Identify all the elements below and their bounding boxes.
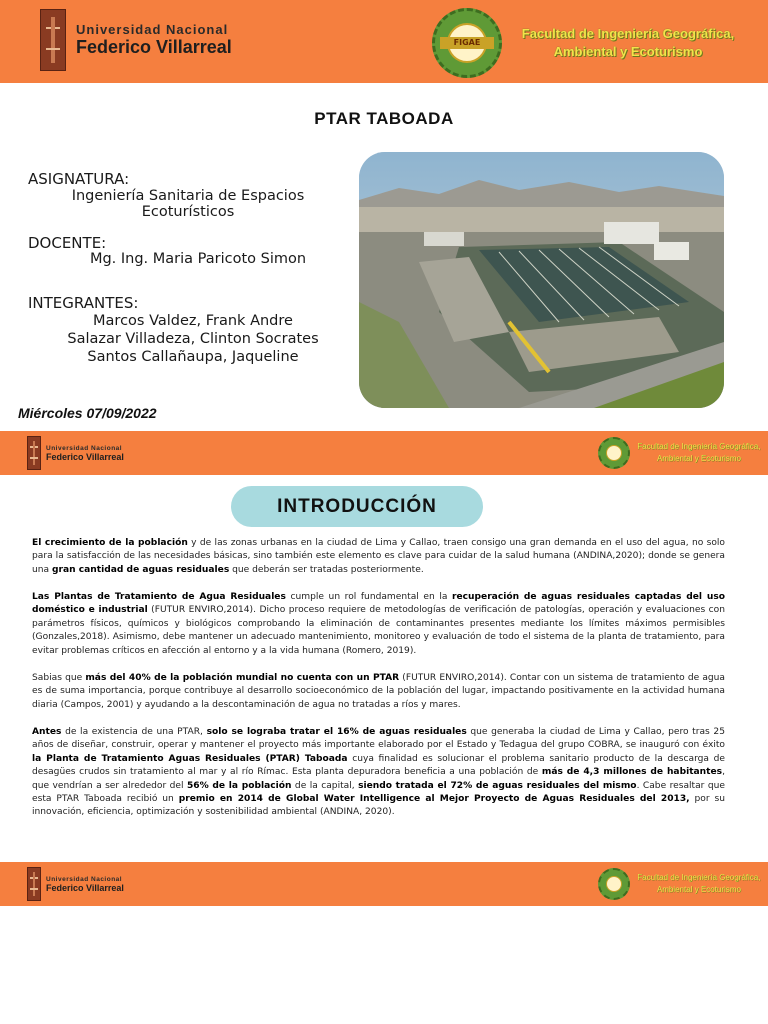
paragraph-bold-text: solo se lograba tratar el 16% de aguas residuales [206, 727, 467, 737]
paragraph-3 [32, 672, 725, 712]
paragraph-bold-text: la Planta de Tratamiento Aguas Residuales (PTAR) Taboada [32, 753, 348, 764]
page-title: PTAR TABOADA [314, 109, 454, 128]
intro-heading: INTRODUCCIÓN [231, 486, 483, 527]
university-logo-small [27, 867, 124, 901]
faculty-logo [432, 8, 748, 78]
paragraph-text: Sabias que [32, 673, 86, 683]
university-name-line2-small: Federico Villarreal [46, 882, 124, 893]
university-logo [40, 9, 232, 71]
top-header [0, 0, 768, 83]
university-crest-icon [40, 9, 66, 71]
paragraph-text: de la capital, [291, 780, 359, 791]
paragraph-text: que generaba la ciudad de Lima y Callao, pero tras 25 años de diseñar, construir, operar y mantener el proyecto más importante elaborado por el Estado y Tedagua del grupo COBRA, se inauguró con éxito [32, 727, 725, 751]
university-logo-small [27, 436, 124, 470]
section-band-top [0, 431, 768, 475]
docente-name: Mg. Ing. Maria Paricoto Simon [89, 251, 307, 267]
university-name-line1-small: Universidad Nacional [46, 875, 123, 883]
paragraph-bold-text: gran cantidad de aguas residuales [52, 564, 230, 575]
paragraph-2 [32, 591, 725, 658]
paragraph-text: que deberán ser tratadas posteriormente. [229, 564, 424, 575]
faculty-name-line1: Facultad de Ingeniería Geográfica, [521, 26, 735, 41]
faculty-gear-icon [598, 437, 630, 469]
presentation-date: Miércoles 07/09/2022 [18, 405, 157, 421]
paragraph-text: (FUTUR ENVIRO,2014). Contar con un sistema de tratamiento de agua es de suma importancia, porque contribuye al desarrollo socioeconómico de la población del lugar, impactando positivamente en la actividad humana diaria (Campos, 2001) y ayudando a la descontaminación de agua no tratadas a ríos y mares. [32, 673, 725, 710]
paragraph-text: de la existencia de una PTAR, [61, 727, 207, 737]
paragraph-bold-text: premio en 2014 de Global Water Intelligence al Mejor Proyecto de Aguas Residuales del 2013, [178, 794, 690, 805]
paragraph-bold-text: más del 40% de la población mundial no cuenta con un PTAR [85, 673, 400, 683]
paragraph-4 [32, 726, 725, 820]
faculty-logo-small [598, 437, 764, 469]
asignatura-line1: Ingeniería Sanitaria de Espacios [71, 188, 305, 204]
university-name-line2-small: Federico Villarreal [46, 451, 124, 462]
university-crest-icon [27, 867, 41, 901]
university-crest-icon [27, 436, 41, 470]
paragraph-text: cumple un rol fundamental en la [285, 592, 452, 602]
asignatura-line2: Ecoturísticos [141, 204, 235, 220]
faculty-name-line1-small: Facultad de Ingeniería Geográfica, [637, 873, 761, 882]
paragraph-bold-text: recuperación de aguas residuales captadas del uso doméstico e industrial [32, 592, 725, 616]
section-band-bottom [0, 862, 768, 906]
faculty-name-line2: Ambiental y Ecoturismo [553, 44, 703, 59]
paragraph-1 [32, 537, 725, 577]
faculty-name-line2-small: Ambiental y Ecoturismo [656, 454, 742, 463]
paragraph-text: por su innovación, eficiencia, optimización y sostenibilidad ambiental (ANDINA, 2020). [32, 794, 725, 818]
paragraph-text: y de las zonas urbanas en la ciudad de Lima y Callao, traen consigo una gran demanda en el uso del agua, no solo para la satisfacción de las necesidades básicas, sino también este elemento es clave para cuidar de la salud humana (ANDINA,2020); donde se genera una [32, 538, 725, 575]
faculty-gear-icon [598, 868, 630, 900]
faculty-name-line1-small: Facultad de Ingeniería Geográfica, [637, 442, 761, 451]
docente-label: DOCENTE: [28, 234, 107, 252]
paragraph-bold-text: 56% de la población [186, 780, 292, 791]
university-name-line1: Universidad Nacional [76, 22, 229, 37]
faculty-gear-icon [432, 8, 502, 78]
paragraph-bold-text: El crecimiento de la población [32, 538, 188, 548]
paragraph-bold-text: siendo tratada el 72% de aguas residuales del mismo [358, 780, 637, 791]
paragraph-bold-text: Las Plantas de Tratamiento de Agua Residuales [32, 592, 286, 602]
paragraph-text: , que vendrían a ser alrededor del [32, 767, 725, 791]
integrante-2: Salazar Villadeza, Clinton Socrates [67, 331, 319, 347]
integrantes-label: INTEGRANTES: [28, 294, 139, 312]
paragraph-text: . Cabe resaltar que esta PTAR Taboada recibió un [32, 780, 725, 805]
faculty-logo-small [598, 868, 764, 900]
faculty-emblem-text: FIGAE [440, 37, 494, 50]
university-name-line2: Federico Villarreal [76, 37, 232, 57]
faculty-name-line2-small: Ambiental y Ecoturismo [656, 885, 742, 894]
ptar-taboada-photo [359, 152, 724, 408]
integrante-1: Marcos Valdez, Frank Andre [93, 313, 293, 329]
university-name-line1-small: Universidad Nacional [46, 444, 123, 452]
paragraph-text: (FUTUR ENVIRO,2014). Dicho proceso requiere de metodologías de verificación de patologías, operación y evaluaciones con parámetros físicos, químicos y biológicos comprobando la eliminación de contaminantes presentes mediante los límites máximos permisibles (Gonzales,2018). Asimismo, debe mantener un adecuado mantenimiento, monitoreo y evaluación de todo el sistema de la planta de tratamiento, para evitar problemas críticos en afección al entorno y a la vida humana (Romero, 2019). [32, 605, 726, 656]
paragraph-text: cuya finalidad es solucionar el problema sanitario producto de la descarga de desagües crudos sin tratamiento al mar y al río Rímac. Esta planta depuradora beneficia a una población de [32, 753, 726, 778]
paragraph-bold-text: Antes [32, 727, 62, 737]
integrante-3: Santos Callañaupa, Jaqueline [87, 349, 299, 365]
asignatura-label: ASIGNATURA: [28, 170, 130, 188]
paragraph-bold-text: más de 4,3 millones de habitantes [541, 767, 723, 778]
